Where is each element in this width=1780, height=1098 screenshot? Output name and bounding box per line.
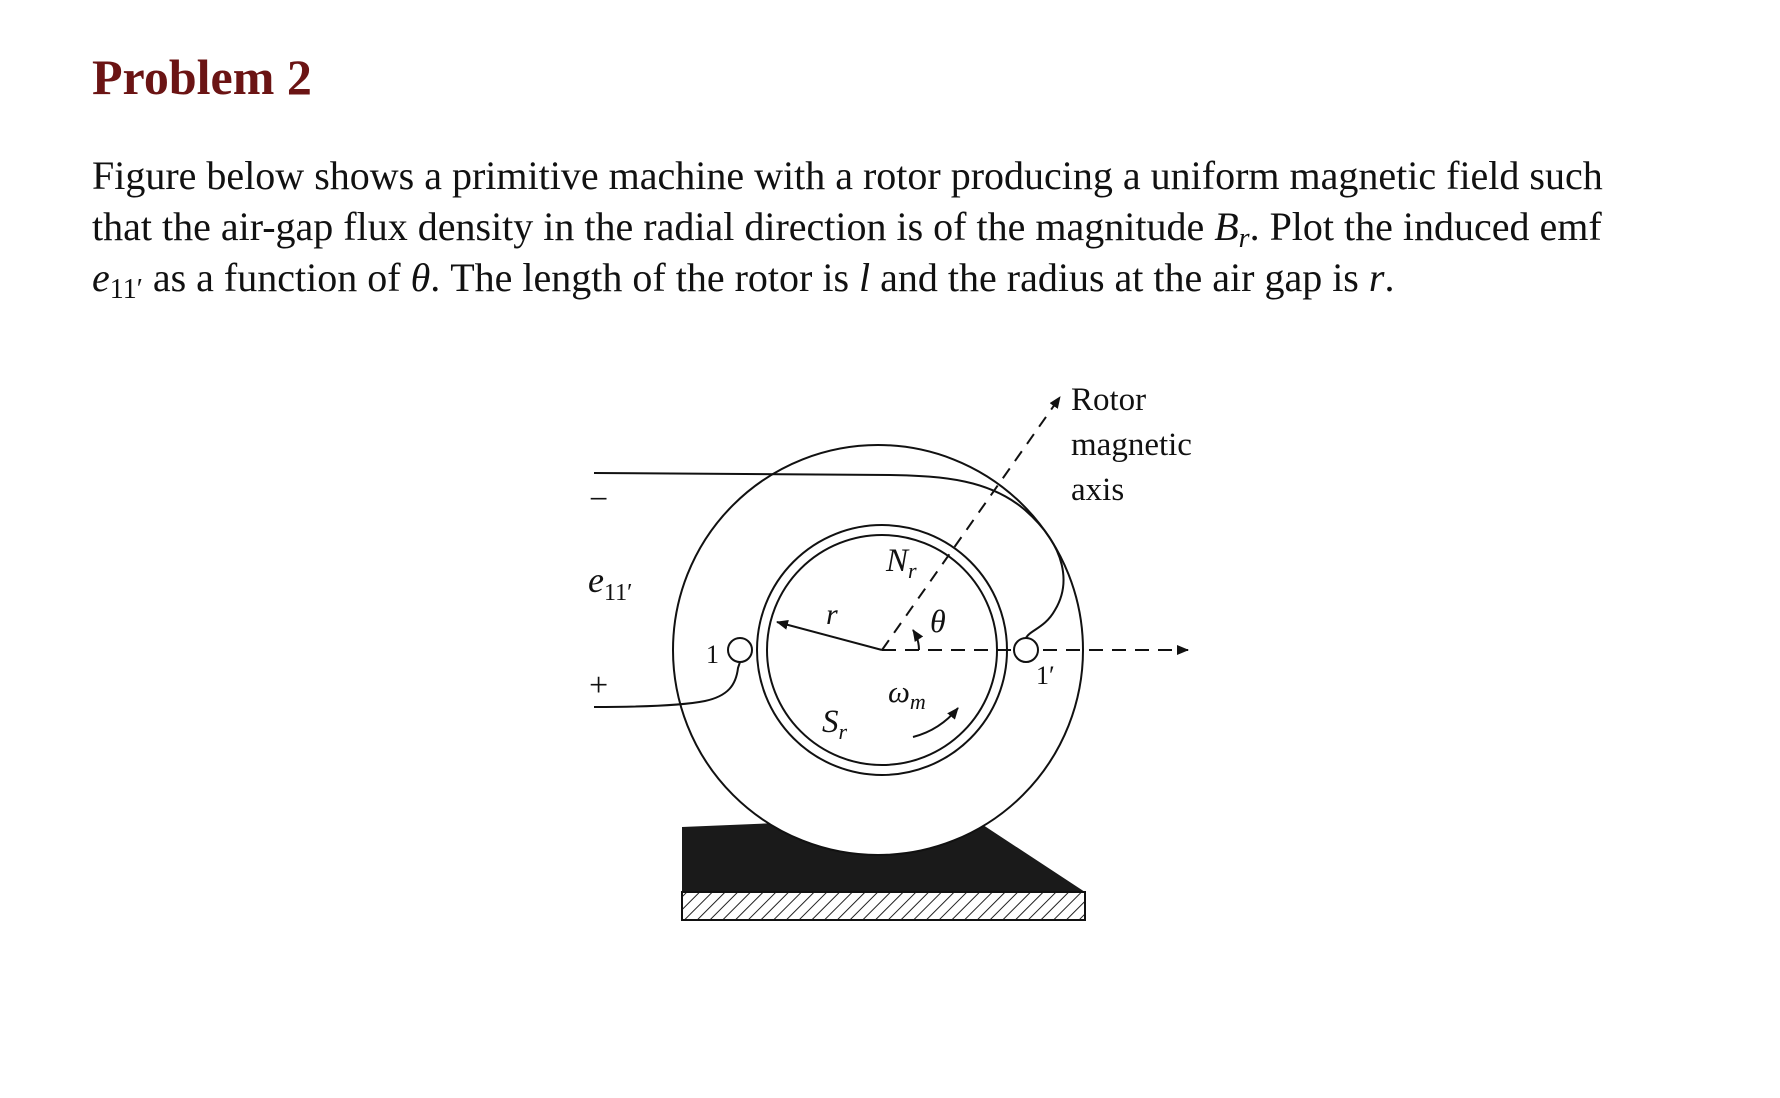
radius-label: r	[826, 598, 838, 631]
theta-label: θ	[930, 603, 946, 639]
statement-line-3-mid: . The length of the rotor is	[430, 255, 860, 300]
omega-label: $\omega_m$	[888, 674, 926, 714]
base-ground-hatch	[682, 892, 1085, 920]
south-pole-label: $S_r$	[822, 704, 848, 744]
emf-symbol: $e_{11'}$	[92, 255, 143, 305]
statement-line-3-mid2: and the radius at the air gap is	[870, 255, 1369, 300]
problem-title: Problem 2	[92, 49, 312, 105]
conductor-1	[728, 638, 752, 662]
statement-line-3-start: as a function of	[142, 255, 411, 300]
length-symbol: l	[859, 255, 871, 300]
emf-label: $e_{11'}$	[588, 560, 633, 606]
rotor-axis-label-line-3: axis	[1071, 472, 1125, 508]
conductor-1-label: 1	[706, 640, 719, 669]
flux-density-symbol: $B_r$	[1214, 204, 1250, 254]
statement-line-2-end: . Plot the induced emf	[1249, 204, 1602, 249]
statement-line-2-start: that the air-gap flux density in the radial direction is of the magnitude	[92, 204, 1215, 249]
rotor-axis-label-line-1: Rotor	[1071, 382, 1147, 418]
north-pole-label: $N_r$	[886, 543, 917, 583]
statement-line-1: Figure below shows a primitive machine with a rotor producing a uniform magnetic field such	[92, 153, 1603, 198]
conductor-1-prime	[1014, 638, 1038, 662]
statement-line-3-end: .	[1384, 255, 1395, 300]
minus-terminal-label: −	[589, 481, 609, 518]
conductor-1-prime-label: 1′	[1036, 661, 1055, 690]
radius-symbol: r	[1368, 255, 1385, 300]
theta-symbol: θ	[410, 255, 431, 300]
rotor-axis-label-line-2: magnetic	[1071, 427, 1192, 463]
plus-terminal-label: +	[589, 667, 609, 704]
